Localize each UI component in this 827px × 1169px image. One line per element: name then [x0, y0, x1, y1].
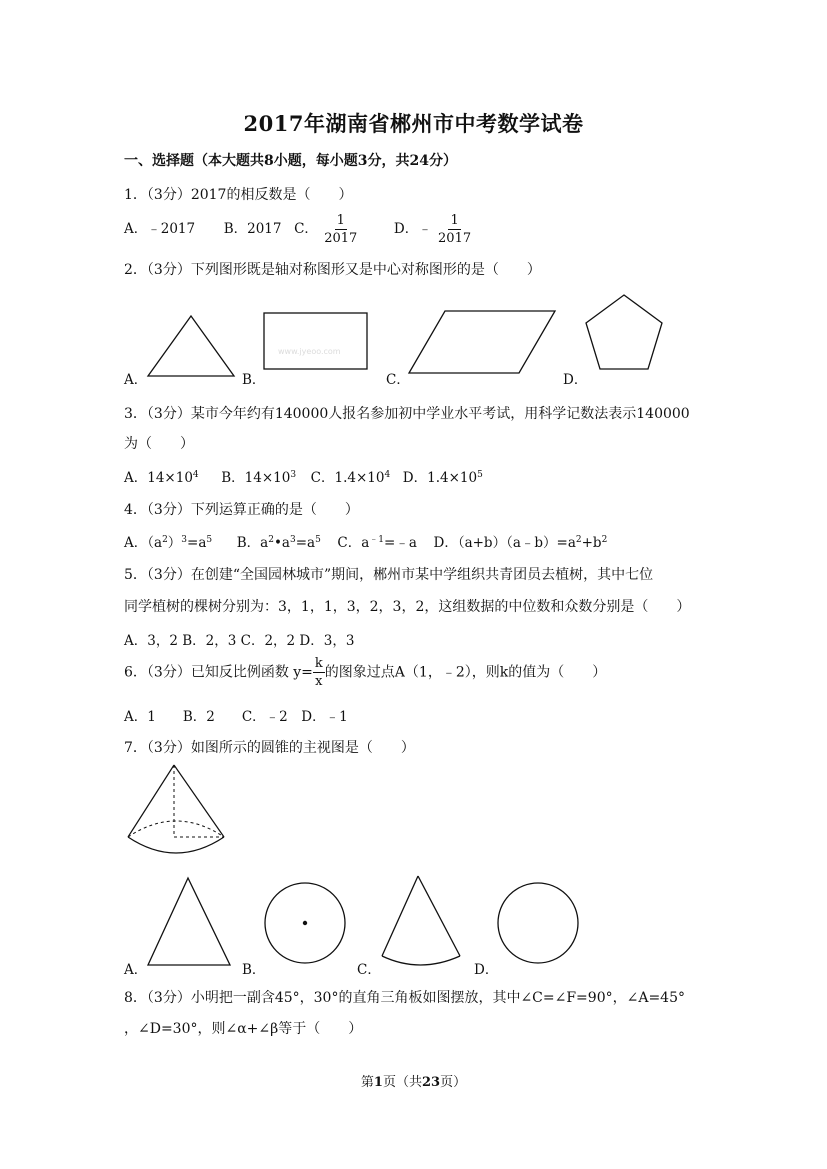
q1-option-c-fraction: [322, 213, 359, 246]
q7-option-d: D．: [474, 962, 499, 978]
question-4-stem: 4．（3分）下列运算正确的是（ ）: [124, 502, 359, 518]
q2-parallelogram-figure: [407, 309, 557, 375]
q1-option-d-prefix: D．﹣: [393, 221, 432, 237]
q7-option-d-circle: [496, 881, 580, 965]
q4-option-b: B．$a^2•a^3=a^5$: [236, 535, 321, 551]
page-footer: 第1页（共23页）: [360, 1075, 467, 1090]
footer-total-pages: 23: [421, 1075, 441, 1090]
q2-triangle-figure: [146, 314, 236, 378]
question-6-stem: [124, 656, 606, 689]
q1-options: [124, 213, 473, 246]
page-title: 2017年湖南省郴州市中考数学试卷: [243, 111, 584, 136]
question-8-stem-line2: ，∠D=30°，则∠α+∠β等于（ ）: [124, 1021, 363, 1037]
question-3-stem-line2: 为（ ）: [124, 436, 194, 452]
q3-option-d: D．$1.4\times 10^5$: [402, 470, 483, 486]
q5-options: A．3，2 B．2，3 C．2，2 D．3，3: [124, 633, 355, 649]
question-3-stem-line1: 3．（3分）某市今年约有140000人报名参加初中学业水平考试，用科学记数法表示140000: [124, 406, 690, 422]
q7-cone-figure: [126, 763, 230, 863]
q2-watermark: www.jyeoo.com: [278, 347, 341, 356]
q2-option-a: A．: [124, 372, 148, 388]
q1-c-denominator: 2017: [324, 231, 358, 246]
q3-option-c: C．$1.4\times 10^4$: [310, 470, 391, 486]
q6-stem-prefix: 6．（3分）已知反比例函数 y=: [124, 664, 313, 681]
q4-option-a: A．$(a^2)^3=a^5$: [124, 535, 213, 551]
q1-c-numerator: 1: [336, 213, 345, 228]
q2-rectangle-figure: [263, 312, 369, 372]
q2-pentagon-figure: [584, 293, 664, 373]
q3-options: [124, 466, 483, 486]
q1-d-denominator: 2017: [438, 231, 472, 246]
section-heading: 一、选择题（本大题共8小题，每小题3分，共24分）: [124, 153, 457, 169]
q6-fraction-numerator: k: [314, 656, 323, 671]
q7-option-c-sector: [380, 874, 464, 970]
q6-options: A．1 B．2 C．﹣2 D．﹣1: [124, 709, 348, 725]
q7-option-a: A．: [124, 962, 148, 978]
q6-fraction-denominator: x: [315, 674, 323, 689]
q1-option-d-fraction: [436, 213, 473, 246]
q6-stem-suffix: 的图象过点A（1，﹣2），则k的值为（ ）: [324, 664, 607, 681]
q3-option-b: B．$14\times 10^3$: [221, 470, 297, 486]
question-2-stem: 2．（3分）下列图形既是轴对称图形又是中心对称图形的是（ ）: [124, 262, 541, 278]
question-1-stem: 1．（3分）2017的相反数是（ ）: [124, 187, 353, 203]
q1-d-numerator: 1: [450, 213, 459, 228]
question-8-stem-line1: 8．（3分）小明把一副含45°，30°的直角三角板如图摆放，其中∠C=∠F=90°，∠A=45°: [124, 990, 685, 1006]
q1-option-b: B．2017: [223, 221, 282, 237]
q7-option-b: B．: [242, 962, 266, 978]
q2-option-c: C．: [386, 372, 410, 388]
q2-option-b: B．: [242, 372, 266, 388]
q1-option-c-prefix: C．: [294, 221, 318, 237]
q1-option-a: A．﹣2017: [124, 221, 196, 237]
q4-option-c: C．$a^{﹣1}=﹣a$: [337, 535, 417, 551]
q7-option-b-circle-with-dot: [263, 881, 347, 965]
q7-option-a-triangle: [146, 876, 234, 968]
q4-options: [124, 531, 607, 551]
question-5-stem-line1: 5．（3分）在创建“全国园林城市”期间，郴州市某中学组织共青团员去植树，其中七位: [124, 567, 654, 583]
q2-option-d: D．: [563, 372, 588, 388]
q6-fraction: [313, 656, 325, 689]
q4-option-d: D．$(a+b)(a﹣b)=a^2+b^2$: [433, 535, 608, 551]
question-7-stem: 7．（3分）如图所示的圆锥的主视图是（ ）: [124, 740, 415, 756]
question-5-stem-line2: 同学植树的棵树分别为：3，1，1，3，2，3，2，这组数据的中位数和众数分别是（ ）: [124, 599, 691, 615]
q7-option-c: C．: [357, 962, 381, 978]
q3-option-a: A．$14\times 10^4$: [124, 470, 199, 486]
footer-page-number: 1: [373, 1075, 383, 1090]
